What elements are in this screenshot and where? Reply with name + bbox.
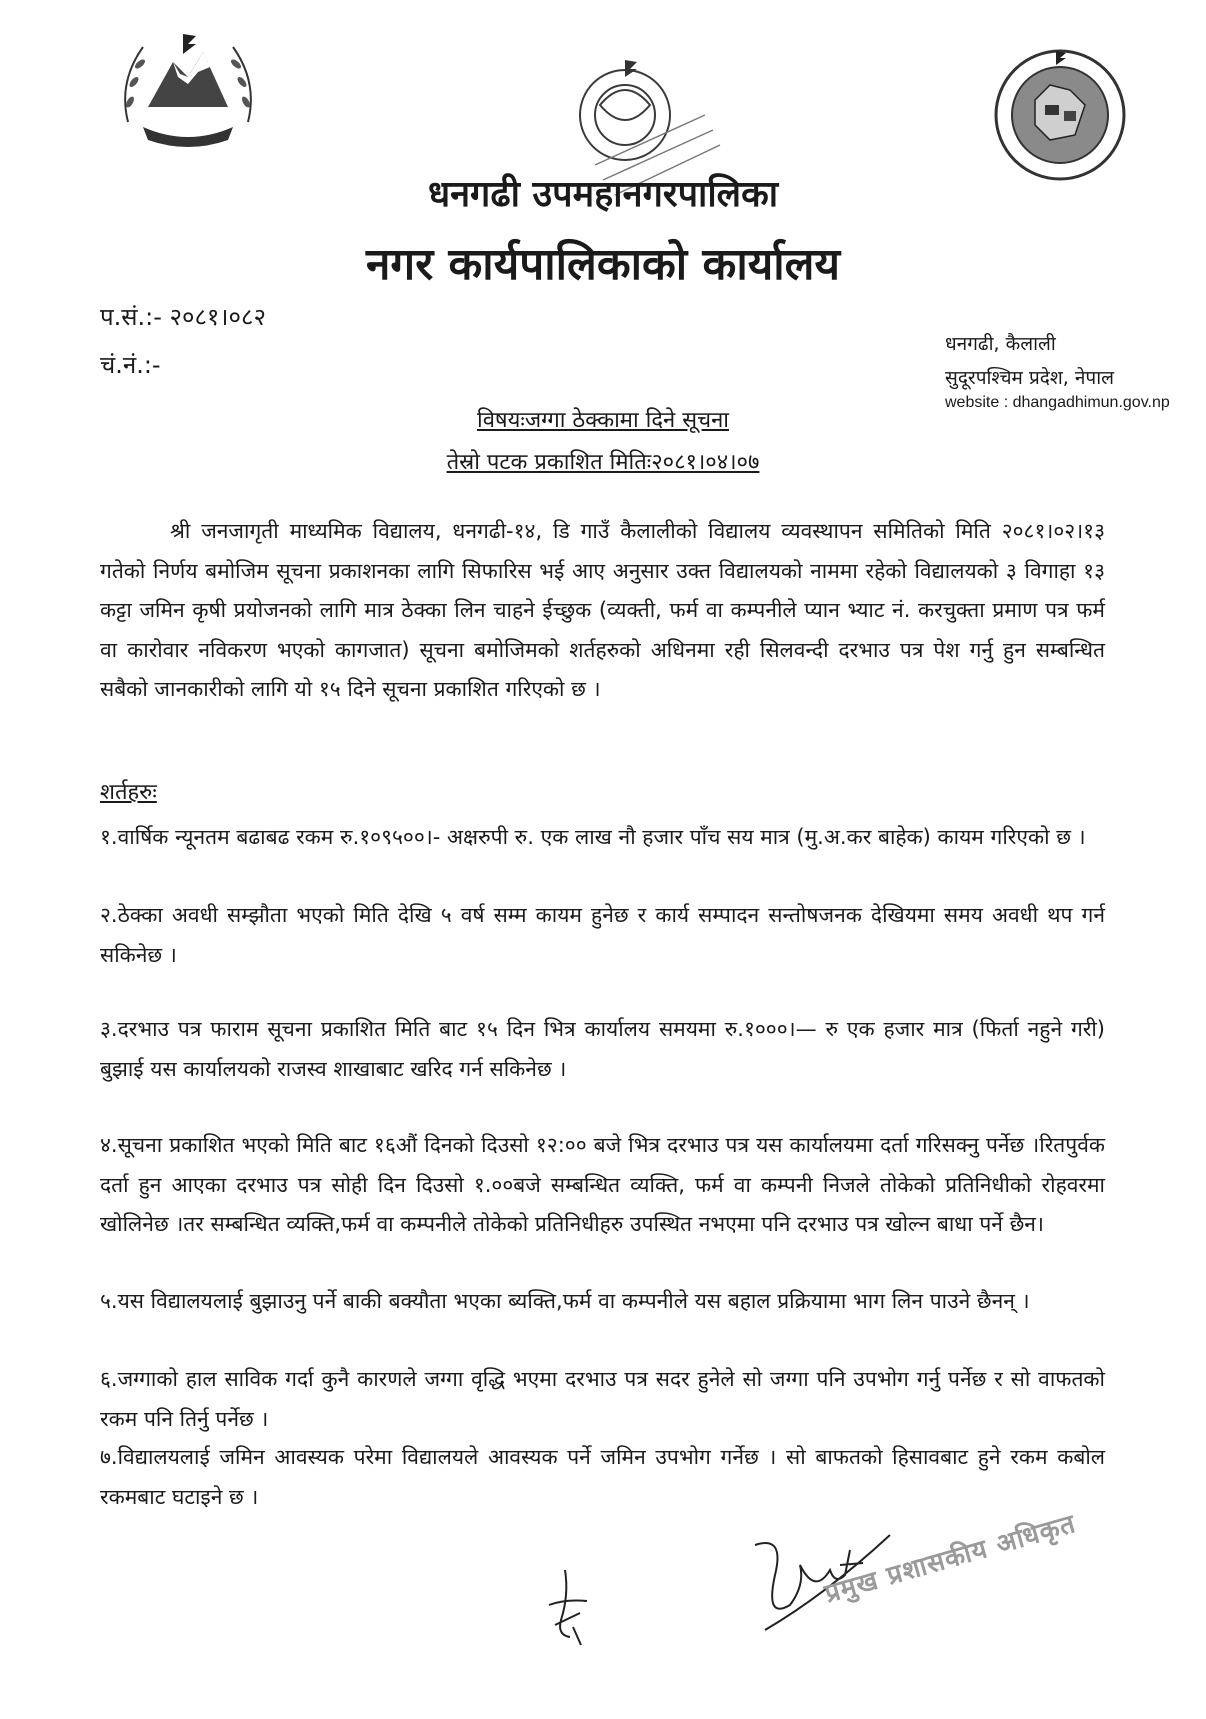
office-title-line2: नगर कार्यपालिकाको कार्यालय xyxy=(366,239,840,290)
nepal-emblem-icon xyxy=(108,22,268,154)
condition-5: ५.यस विद्यालयलाई बुझाउनु पर्ने बाकी बक्यौता भएका ब्यक्ति,फर्म वा कम्पनीले यस बहाल प्रक्रियामा भाग लिन पाउने छैनन् । xyxy=(100,1289,1030,1313)
intro-paragraph: श्री जनजागृती माध्यमिक विद्यालय, धनगढी-१४, डि गाउँ कैलालीको विद्यालय व्यवस्थापन समितिको मिति २०८१।०२।१३ गतेको निर्णय बमोजिम सूचना प्रकाशनका लागि सिफारिस भई आए अनुसार उक्त विद्यालयको नाममा रहेको विद्यालयको ३ विगाहा १३ कट्टा जमिन कृषी प्रयोजनको लागि मात्र ठेक्का लिन चाहने ईच्छुक (व्यक्ती, फर्म वा कम्पनीले प्यान भ्याट नं. करचुक्ता प्रमाण पत्र फर्म वा कारोवार नविकरण भएको कागजात) सूचना बमोजिमको शर्तहरुको अधिनमा रही सिलवन्दी दरभाउ पत्र पेश गर्नु हुन सम्बन्धित सबैको जानकारीको लागि यो १५ दिने सूचना प्रकाशित गरिएको छ । xyxy=(100,519,1105,701)
website-label: website : dhangadhimun.gov.np xyxy=(945,394,1170,411)
condition-1: १.वार्षिक न्यूनतम बढाबढ रकम रु.१०९५००।- अक्षरुपी रु. एक लाख नौ हजार पाँच सय मात्र (मु.अ.कर बाहेक) कायम गरिएको छ । xyxy=(100,825,1086,849)
conditions-heading: शर्तहरुः xyxy=(100,780,157,805)
city-logo-icon xyxy=(990,45,1130,185)
condition-7: ७.विद्यालयलाई जमिन आवस्यक परेमा विद्यालयले आवस्यक पर्ने जमिन उपभोग गर्नेछ । सो बाफतको हिसावबाट हुने रकम कबोल रकमबाट घटाइने छ । xyxy=(100,1445,1105,1509)
condition-6: ६.जग्गाको हाल साविक गर्दा कुनै कारणले जग्गा वृद्धि भएमा दरभाउ पत्र सदर हुनेले सो जग्गा पनि उपभोग गर्नु पर्नेछ र सो वाफतको रकम पनि तिर्नु पर्नेछ । xyxy=(100,1367,1105,1431)
condition-4: ४.सूचना प्रकाशित भएको मिति बाट १६औं दिनको दिउसो १२:०० बजे भित्र दरभाउ पत्र यस कार्यालयमा दर्ता गरिसक्नु पर्नेछ ।रितपुर्वक दर्ता हुन आएका दरभाउ पत्र सोही दिन दिउसो १.००बजे सम्बन्धित व्यक्ति, फर्म वा कम्पनी निजले तोकेको प्रतिनिधीको रोहवरमा खोलिनेछ ।तर सम्बन्धित व्यक्ति,फर्म वा कम्पनीले तोकेको प्रतिनिधीहरु उपस्थित नभएमा पनि दरभाउ पत्र खोल्न बाधा पर्ने छैन। xyxy=(100,1133,1105,1236)
address-line1: धनगढी, कैलाली xyxy=(945,333,1056,355)
chalani-number: चं.नं.:- xyxy=(100,351,161,379)
office-title-line1: धनगढी उपमहानगरपालिका xyxy=(427,174,779,215)
officer-stamp: प्रमुख प्रशासकीय अधिकृत xyxy=(821,1508,1080,1610)
publication-date-line: तेस्रो पटक प्रकाशित मितिः२०८१।०४।०७ xyxy=(446,450,760,475)
subject-line: विषयःजग्गा ठेक्कामा दिने सूचना xyxy=(477,408,729,433)
patra-sankhya: प.सं.:- २०८१।०८२ xyxy=(100,303,266,331)
condition-3: ३.दरभाउ पत्र फाराम सूचना प्रकाशित मिति बाट १५ दिन भित्र कार्यालय समयमा रु.१०००।— रु एक हजार मात्र (फिर्ता नहुने गरी) बुझाई यस कार्यालयको राजस्व शाखाबाट खरिद गर्न सकिनेछ । xyxy=(100,1017,1105,1081)
initials-signature-icon xyxy=(535,1565,605,1655)
address-line2: सुदूरपश्चिम प्रदेश, नेपाल xyxy=(945,367,1114,389)
condition-2: २.ठेक्का अवधी सम्झौता भएको मिति देखि ५ वर्ष सम्म कायम हुनेछ र कार्य सम्पादन सन्तोषजनक देखियमा समय अवधी थप गर्न सकिनेछ । xyxy=(100,903,1105,967)
